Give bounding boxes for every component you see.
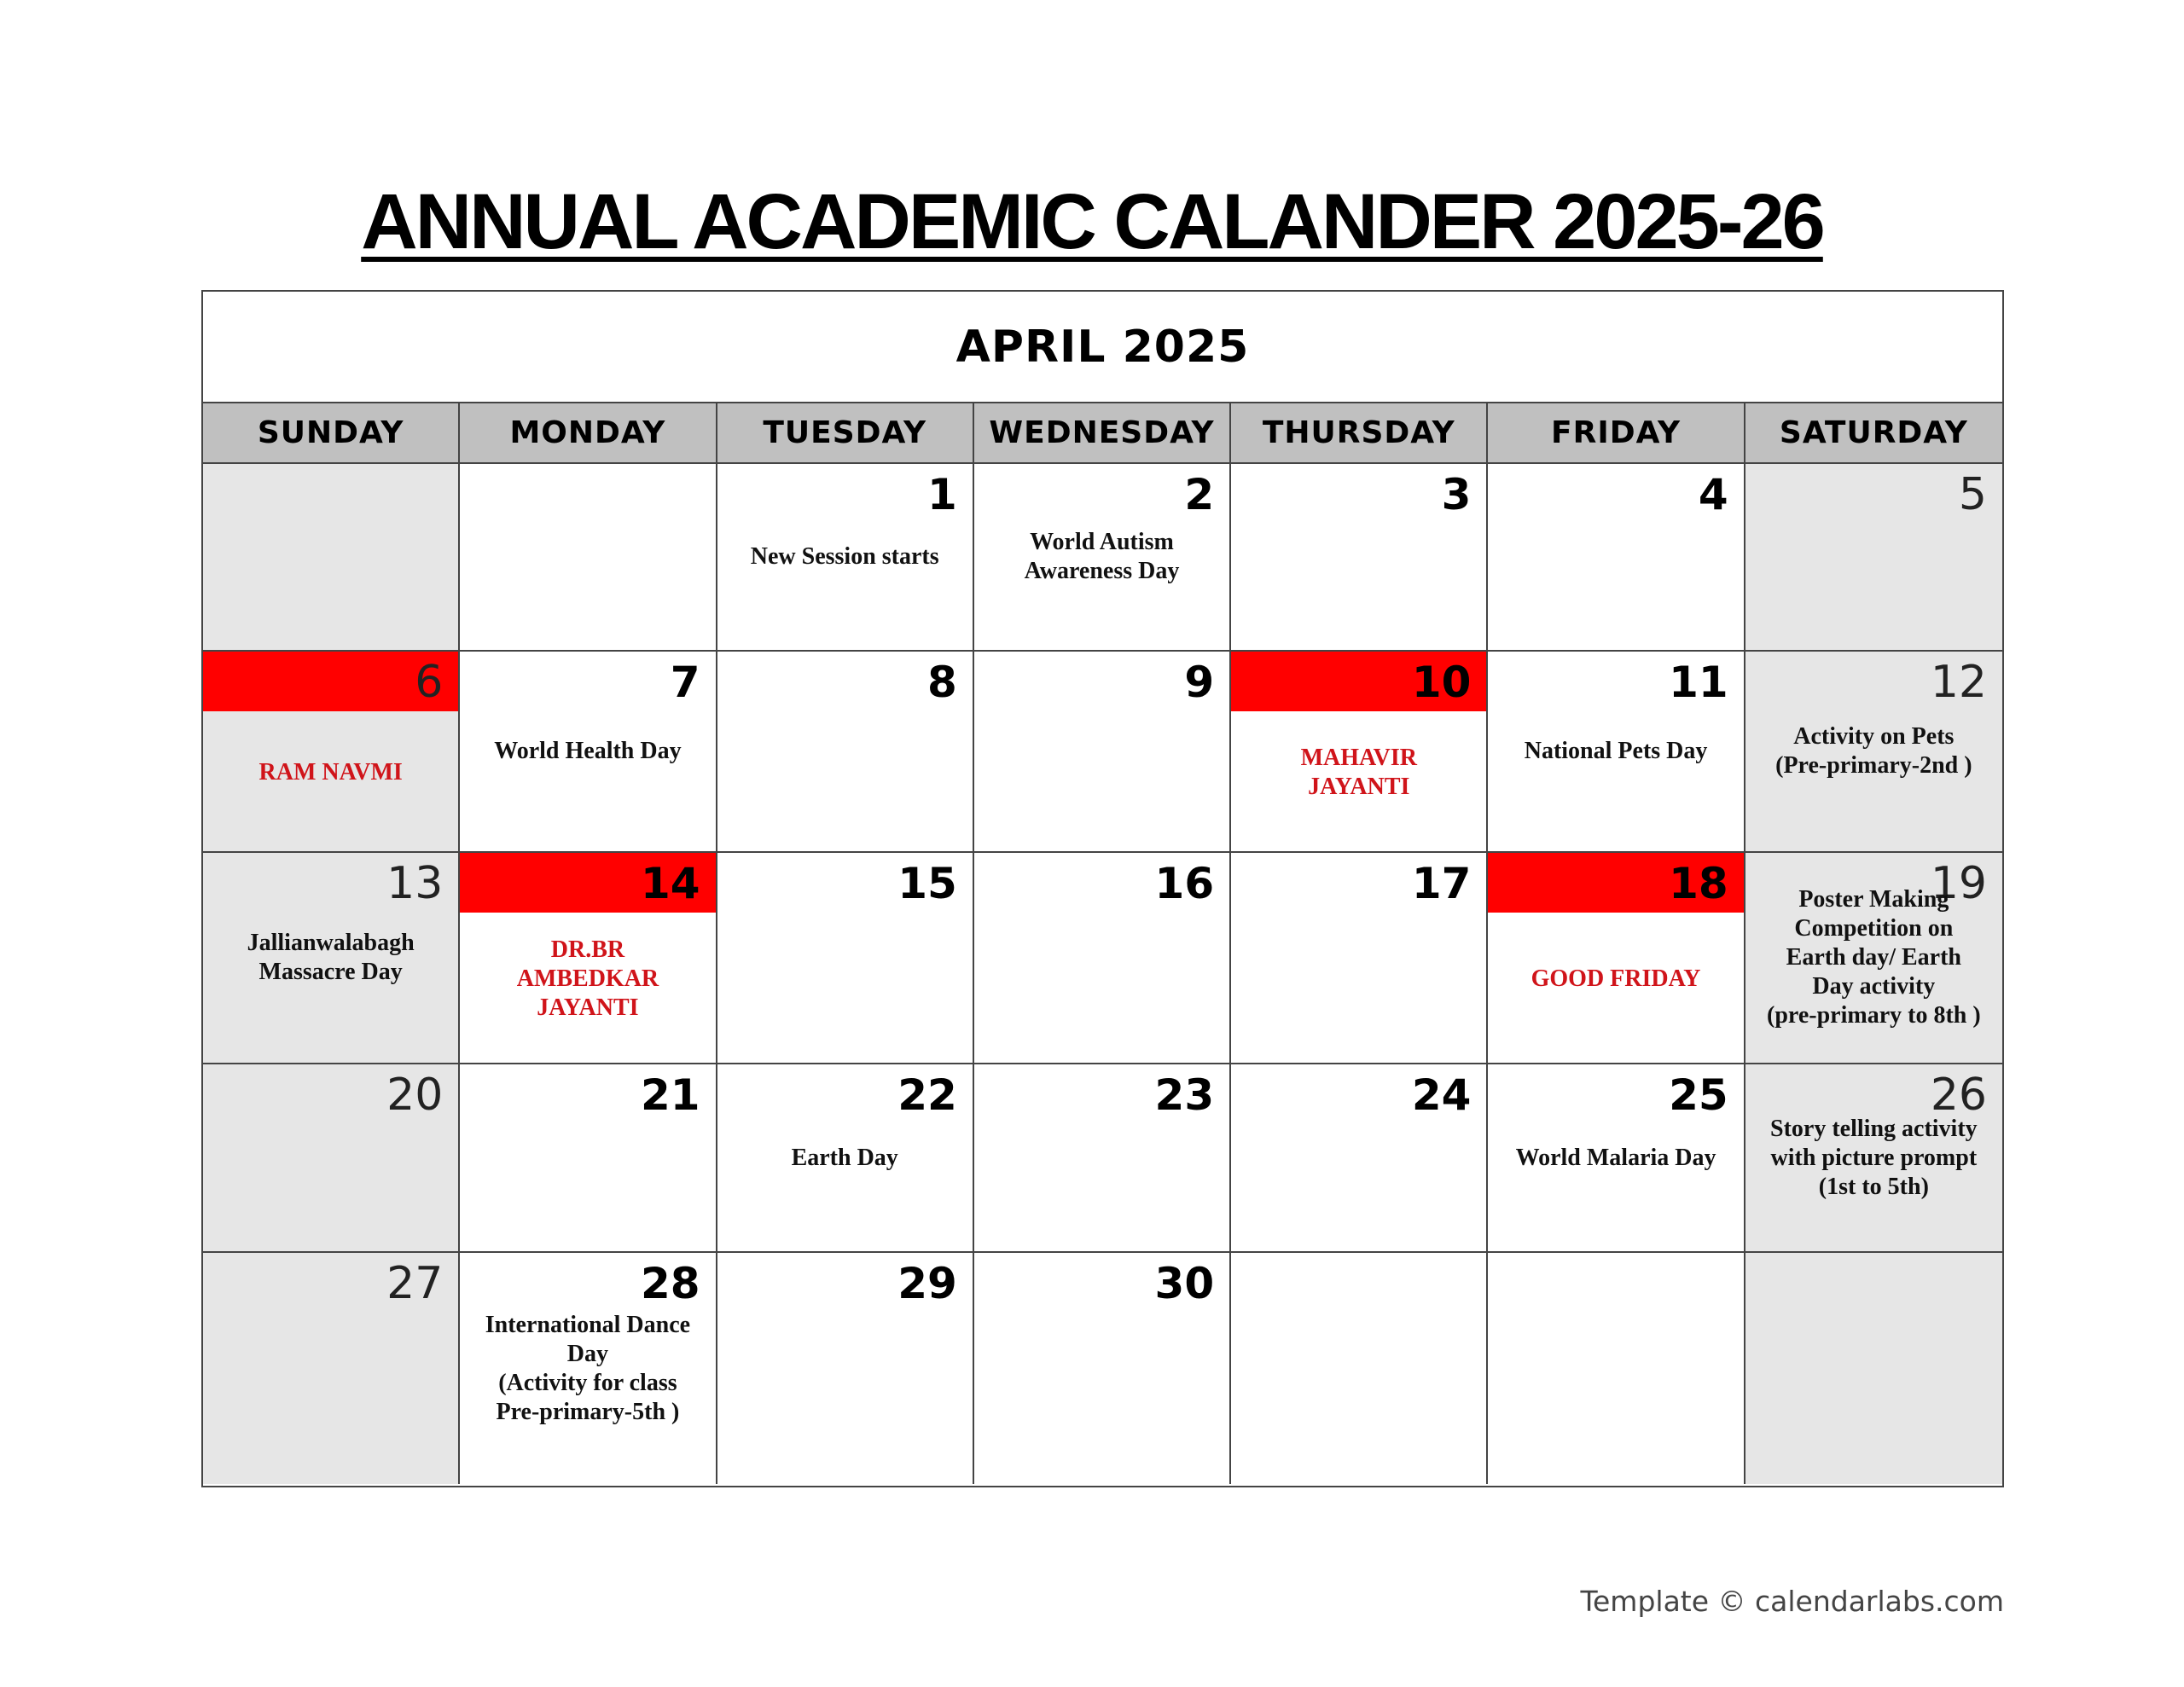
day-cell (1745, 1253, 2002, 1484)
event-label: Activity on Pets (Pre-primary-2nd ) (1775, 723, 1972, 779)
event-label: New Session starts (750, 543, 939, 570)
day-number: 9 (1184, 658, 1215, 707)
day-cell (974, 1064, 1231, 1253)
holiday-label: GOOD FRIDAY (1531, 965, 1701, 992)
day-cell (974, 464, 1231, 652)
day-number: 21 (640, 1070, 700, 1120)
day-cell (203, 1253, 460, 1484)
day-cell (717, 1253, 974, 1484)
holiday-label: DR.BR AMBEDKAR JAYANTI (516, 936, 659, 1021)
day-cell (203, 652, 460, 853)
day-number: 18 (1669, 859, 1728, 908)
day-cell (717, 652, 974, 853)
day-cell (460, 464, 717, 652)
event-label: National Pets Day (1524, 738, 1708, 764)
day-number: 8 (927, 658, 957, 707)
day-number: 16 (1154, 859, 1215, 908)
day-number: 5 (1958, 469, 1987, 520)
day-cell (1488, 464, 1745, 652)
weekday-thursday: THURSDAY (1231, 403, 1488, 462)
day-cell (460, 853, 717, 1064)
day-cell (203, 1064, 460, 1253)
day-number: 6 (415, 657, 444, 708)
event-label: World Autism Awareness Day (1024, 529, 1180, 584)
day-number: 1 (927, 470, 957, 519)
day-number: 2 (1184, 470, 1215, 519)
day-number: 26 (1930, 1070, 1987, 1121)
day-number: 25 (1669, 1070, 1728, 1120)
day-cell (1231, 652, 1488, 853)
day-cell (974, 652, 1231, 853)
day-cell (460, 1064, 717, 1253)
day-cell (974, 1253, 1231, 1484)
day-cell (203, 464, 460, 652)
day-number: 28 (640, 1259, 700, 1308)
day-number: 17 (1411, 859, 1472, 908)
day-cell (1745, 1064, 2002, 1253)
day-number: 4 (1698, 470, 1728, 519)
holiday-label: MAHAVIR JAYANTI (1300, 745, 1417, 800)
calendar (201, 290, 2004, 1487)
day-cell (1745, 853, 2002, 1064)
day-number: 3 (1441, 470, 1472, 519)
day-number: 10 (1411, 658, 1472, 707)
day-cell (460, 652, 717, 853)
weekday-sunday: SUNDAY (203, 403, 460, 462)
day-cell (1231, 464, 1488, 652)
page-title: ANNUAL ACADEMIC CALANDER 2025-26 (361, 178, 1823, 265)
weekday-monday: MONDAY (460, 403, 717, 462)
day-number: 7 (670, 658, 700, 707)
event-label: International Dance Day (Activity for class Pre-primary-5th ) (485, 1311, 691, 1425)
day-cell (1488, 1253, 1745, 1484)
day-cell (1231, 1064, 1488, 1253)
event-label: Poster Making Competition on Earth day/ Earth Day activity (pre-primary to 8th ) (1767, 886, 1981, 1029)
day-cell (1745, 652, 2002, 853)
day-number: 30 (1154, 1259, 1215, 1308)
day-number: 22 (897, 1070, 957, 1120)
weekday-tuesday: TUESDAY (717, 403, 974, 462)
day-cell (974, 853, 1231, 1064)
day-cell (1231, 1253, 1488, 1484)
day-number: 14 (640, 859, 700, 908)
day-cell (1488, 853, 1745, 1064)
day-cell (203, 853, 460, 1064)
day-cell (717, 1064, 974, 1253)
day-number: 29 (897, 1259, 957, 1308)
event-label: World Malaria Day (1515, 1144, 1716, 1171)
day-cell (717, 464, 974, 652)
day-number: 23 (1154, 1070, 1215, 1120)
day-cell (1231, 853, 1488, 1064)
holiday-label: RAM NAVMI (258, 759, 403, 786)
event-label: World Health Day (494, 738, 682, 764)
day-number: 13 (386, 858, 444, 909)
day-cell (460, 1253, 717, 1484)
day-number: 20 (386, 1070, 444, 1121)
day-number: 15 (897, 859, 957, 908)
weekday-friday: FRIDAY (1488, 403, 1745, 462)
day-number: 24 (1411, 1070, 1472, 1120)
month-header: APRIL 2025 (203, 292, 2002, 403)
weekday-saturday: SATURDAY (1779, 415, 1968, 450)
event-label: Earth Day (791, 1144, 898, 1171)
day-number: 27 (386, 1258, 444, 1309)
day-cell (717, 853, 974, 1064)
day-cell (1488, 652, 1745, 853)
day-number: 12 (1930, 657, 1987, 708)
day-cell (1745, 464, 2002, 652)
day-number: 19 (1930, 858, 1987, 909)
event-label: Story telling activity with picture prompt (1st to 5th) (1770, 1115, 1978, 1200)
weekday-header-row (203, 403, 2002, 464)
day-grid (203, 464, 2002, 1484)
event-label: Jallianwalabagh Massacre Day (247, 930, 415, 985)
weekday-wednesday: WEDNESDAY (974, 403, 1231, 462)
footer-credit: Template © calendarlabs.com (1580, 1585, 2004, 1618)
day-cell (1488, 1064, 1745, 1253)
day-number: 11 (1669, 658, 1728, 707)
